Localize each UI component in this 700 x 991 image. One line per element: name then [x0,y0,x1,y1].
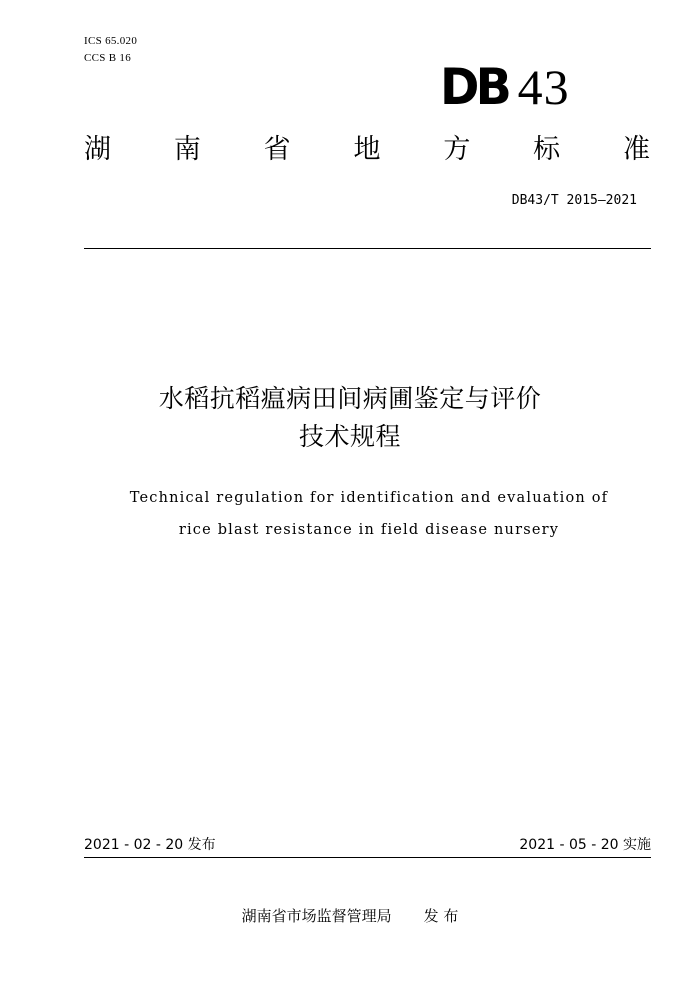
bottom-divider [84,857,651,858]
issuing-organization: 湖南省市场监督管理局 [241,907,392,925]
implementation-date: 2021 - 05 - 20 实施 [519,837,651,853]
standard-type-title [84,130,650,170]
standard-type-char: 准 [622,134,650,165]
standard-type-char: 标 [533,134,561,165]
chinese-title [0,380,700,456]
db-logo [440,58,570,116]
classification-codes [84,33,137,67]
english-title-line: rice blast resistance in field disease nursery [178,522,560,538]
standard-type-char: 省 [263,134,291,165]
chinese-title-line: 水稻抗稻瘟病田间病圃鉴定与评价 [158,384,542,413]
standard-type-char: 方 [443,134,471,165]
ccs-code: CCS B 16 [84,52,132,64]
db-logo-number: 43 [517,59,570,115]
date-row [84,836,651,854]
chinese-title-line: 技术规程 [298,422,401,451]
standard-type-char: 地 [353,134,381,165]
english-title-line: Technical regulation for identification and evaluation of [129,490,609,506]
issuer-line [0,906,700,926]
release-date: 2021 - 02 - 20 发布 [84,837,216,853]
db-logo-prefix: DB [440,58,509,116]
issue-action: 发 布 [423,907,459,925]
standard-code: DB43/T 2015—2021 [511,193,637,208]
standard-type-char: 南 [173,134,201,165]
standard-type-char: 湖 [84,134,111,165]
english-title [0,482,700,546]
ics-code: ICS 65.020 [84,35,138,47]
top-divider [84,248,651,249]
